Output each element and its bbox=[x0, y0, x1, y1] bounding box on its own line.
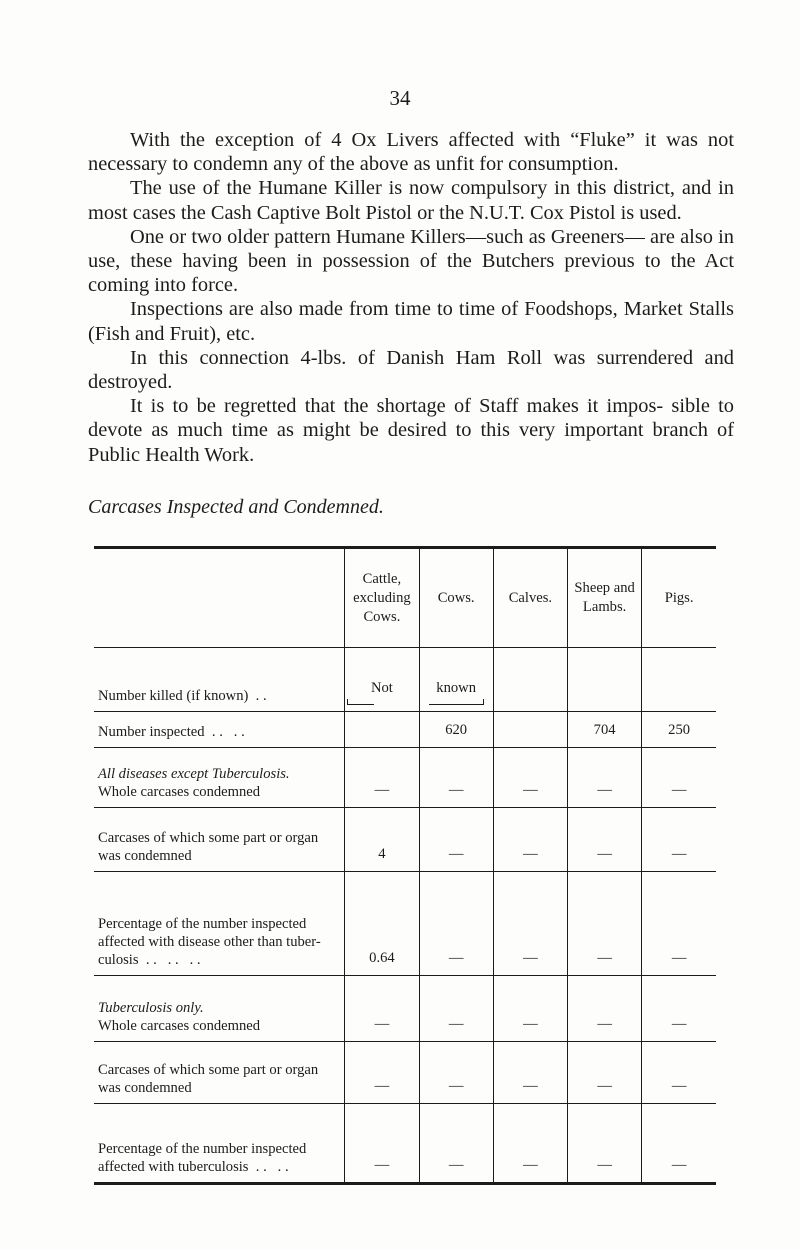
column-header: Cattle, excluding Cows. bbox=[345, 548, 419, 648]
table-cell bbox=[568, 648, 642, 712]
page-number: 34 bbox=[389, 86, 411, 110]
table-cell bbox=[642, 648, 716, 712]
table-cell: — bbox=[419, 808, 493, 872]
table-cell: 250 bbox=[642, 712, 716, 748]
row-label-text: Percentage of the number inspected affected with disease other than tuber- culosis bbox=[98, 916, 321, 968]
leader-dots: . . . . bbox=[248, 1159, 289, 1175]
leader-dots: . . bbox=[248, 688, 267, 704]
row-label-text: Percentage of the number inspected affected with tuberculosis bbox=[98, 1141, 307, 1175]
table-cell: — bbox=[568, 808, 642, 872]
table-cell: — bbox=[568, 1042, 642, 1104]
table-cell: — bbox=[345, 1042, 419, 1104]
known-text: known bbox=[436, 680, 477, 696]
table-cell: — bbox=[568, 872, 642, 976]
leader-dots: . . . . . . bbox=[138, 952, 201, 968]
row-label-text: Whole carcases condemned bbox=[98, 1018, 261, 1034]
cell-not bbox=[345, 648, 419, 712]
table-cell bbox=[345, 712, 419, 748]
paragraph: One or two older pattern Humane Killers—such as Greeners— are also in use, these having been in possession of the Butchers previous to the Act coming into force. bbox=[88, 225, 734, 297]
header-corner bbox=[94, 548, 345, 648]
paragraph: The use of the Humane Killer is now compulsory in this district, and in most cases the Cash Captive Bolt Pistol or the N.U.T. Cox Pistol is used. bbox=[88, 177, 734, 224]
table-cell bbox=[493, 648, 567, 712]
table-header-row bbox=[94, 548, 716, 648]
column-header: Cows. bbox=[419, 548, 493, 648]
table-cell: — bbox=[345, 1104, 419, 1184]
table-cell: — bbox=[642, 808, 716, 872]
row-label bbox=[94, 648, 345, 712]
table-cell: — bbox=[493, 808, 567, 872]
table-cell: — bbox=[493, 976, 567, 1042]
table-cell: 0.64 bbox=[345, 872, 419, 976]
row-label: Carcases of which some part or organ was condemned bbox=[94, 808, 345, 872]
table-cell: — bbox=[568, 976, 642, 1042]
paragraph: With the exception of 4 Ox Livers affected with “Fluke” it was not necessary to condemn any of the above as unfit for consumption. bbox=[88, 129, 734, 176]
row-label-text: Number inspected bbox=[98, 724, 205, 740]
table-cell: — bbox=[493, 1104, 567, 1184]
row-label-text: Whole carcases condemned bbox=[98, 784, 261, 800]
row-label bbox=[94, 1104, 345, 1184]
table-cell: 620 bbox=[419, 712, 493, 748]
table-cell: — bbox=[642, 976, 716, 1042]
row-label bbox=[94, 712, 345, 748]
row-label-section: All diseases except Tuberculosis. bbox=[98, 766, 290, 782]
table-row bbox=[94, 808, 716, 872]
table-heading: Carcases Inspected and Condemned. bbox=[88, 496, 384, 518]
paragraph: In this connection 4-lbs. of Danish Ham Roll was surrendered and destroyed. bbox=[88, 346, 734, 394]
table-row bbox=[94, 1042, 716, 1104]
table-cell: — bbox=[568, 748, 642, 808]
row-label bbox=[94, 872, 345, 976]
table-cell bbox=[493, 712, 567, 748]
not-text: Not bbox=[370, 680, 393, 696]
table-cell: — bbox=[493, 872, 567, 976]
table-cell: — bbox=[419, 872, 493, 976]
table-row bbox=[94, 976, 716, 1042]
paragraph: It is to be regretted that the shortage of Staff makes it impos- sible to devote as much time as might be desired to this very important branch of Public Health Work. bbox=[88, 395, 734, 466]
row-label bbox=[94, 976, 345, 1042]
table-cell: — bbox=[345, 976, 419, 1042]
table-cell: — bbox=[419, 976, 493, 1042]
table-cell: 704 bbox=[568, 712, 642, 748]
brace-mark bbox=[429, 699, 484, 705]
column-header: Sheep and Lambs. bbox=[568, 548, 642, 648]
table-row bbox=[94, 648, 716, 712]
table-cell: — bbox=[642, 1104, 716, 1184]
row-label-section: Tuberculosis only. bbox=[98, 1000, 204, 1016]
body-text bbox=[88, 128, 734, 467]
table-cell: — bbox=[345, 748, 419, 808]
table-cell: — bbox=[493, 1042, 567, 1104]
table-cell: — bbox=[568, 1104, 642, 1184]
table-row bbox=[94, 748, 716, 808]
table-cell: — bbox=[642, 1042, 716, 1104]
table-cell: — bbox=[493, 748, 567, 808]
row-label bbox=[94, 748, 345, 808]
table-cell: 4 bbox=[345, 808, 419, 872]
table-cell: — bbox=[419, 1104, 493, 1184]
table-cell: — bbox=[419, 748, 493, 808]
leader-dots: . . . . bbox=[204, 724, 245, 740]
row-label-text: Number killed (if known) bbox=[98, 688, 249, 704]
brace-mark bbox=[347, 699, 374, 705]
table-row bbox=[94, 872, 716, 976]
table-cell: — bbox=[419, 1042, 493, 1104]
column-header: Calves. bbox=[493, 548, 567, 648]
cell-known bbox=[419, 648, 493, 712]
row-label: Carcases of which some part or organ was condemned bbox=[94, 1042, 345, 1104]
table-cell: — bbox=[642, 748, 716, 808]
table-cell: — bbox=[642, 872, 716, 976]
column-header: Pigs. bbox=[642, 548, 716, 648]
table-row bbox=[94, 1104, 716, 1184]
carcases-table bbox=[94, 546, 716, 1185]
carcases-table-wrapper bbox=[94, 546, 716, 1185]
paragraph: Inspections are also made from time to time of Foodshops, Market Stalls (Fish and Fruit), etc. bbox=[88, 298, 734, 345]
table-row bbox=[94, 712, 716, 748]
